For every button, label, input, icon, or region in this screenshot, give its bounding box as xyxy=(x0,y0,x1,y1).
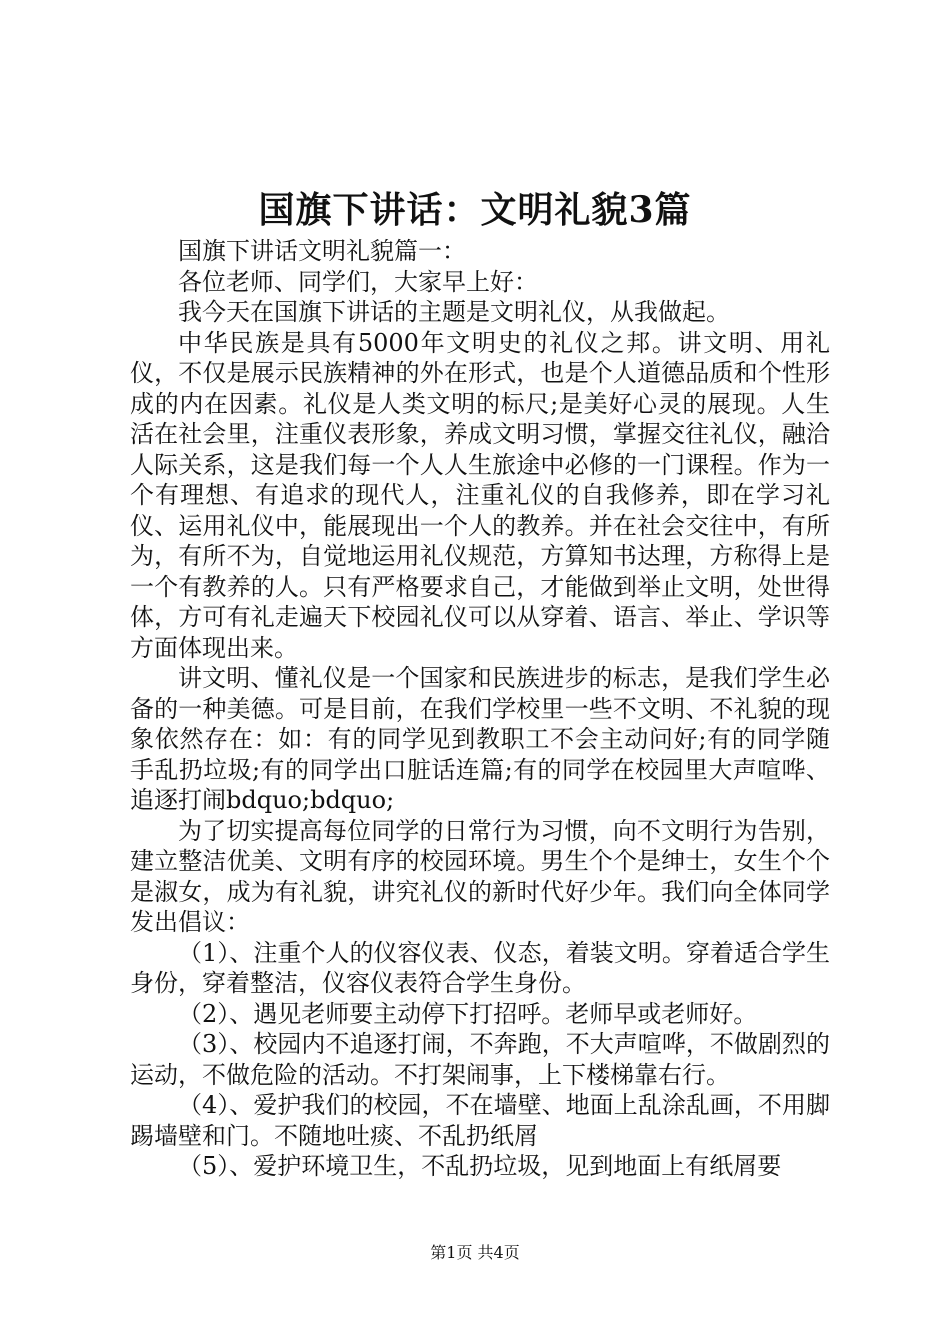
body-paragraph: 讲文明、懂礼仪是一个国家和民族进步的标志，是我们学生必备的一种美德。可是目前，在我们学校里一些不文明、不礼貌的现象依然存在：如：有的同学见到教职工不会主动问好;有的同学随手乱扔垃圾;有的同学出口脏话连篇;有的同学在校园里大声喧哗、追逐打闹bdquo;bdquo; xyxy=(130,664,830,814)
list-item: （2）、遇见老师要主动停下打招呼。老师早或老师好。 xyxy=(178,999,758,1028)
document-body xyxy=(130,236,830,1182)
greeting-paragraph: 各位老师、同学们，大家早上好： xyxy=(178,267,538,296)
list-item: （5）、爱护环境卫生，不乱扔垃圾，见到地面上有纸屑要 xyxy=(178,1152,782,1180)
list-item: （1）、注重个人的仪容仪表、仪态，着装文明。穿着适合学生身份，穿着整洁，仪容仪表符合学生身份。 xyxy=(130,938,830,997)
list-item: （3）、校园内不追逐打闹，不奔跑，不大声喧哗，不做剧烈的运动，不做危险的活动。不打架闹事，上下楼梯靠右行。 xyxy=(130,1030,830,1089)
list-item: （4）、爱护我们的校园，不在墙壁、地面上乱涂乱画，不用脚踢墙壁和门。不随地吐痰、不乱扔纸屑 xyxy=(130,1091,830,1150)
body-paragraph: 中华民族是具有5000年文明史的礼仪之邦。讲文明、用礼仪，不仅是展示民族精神的外在形式，也是个人道德品质和个性形成的内在因素。礼仪是人类文明的标尺;是美好心灵的展现。人生活在社会里，注重仪表形象，养成文明习惯，掌握交往礼仪，融洽人际关系，这是我们每一个人人生旅途中必修的一门课程。作为一个有理想、有追求的现代人，注重礼仪的自我修养，即在学习礼仪、运用礼仪中，能展现出一个人的教养。并在社会交往中，有所为，有所不为，自觉地运用礼仪规范，方算知书达理，方称得上是一个有教养的人。只有严格要求自己，才能做到举止文明，处世得体，方可有礼走遍天下校园礼仪可以从穿着、语言、举止、学识等方面体现出来。 xyxy=(130,328,830,662)
body-paragraph: 为了切实提高每位同学的日常行为习惯，向不文明行为告别，建立整洁优美、文明有序的校园环境。男生个个是绅士，女生个个是淑女，成为有礼貌，讲究礼仪的新时代好少年。我们向全体同学发出倡议： xyxy=(130,816,830,936)
section-heading: 国旗下讲话文明礼貌篇一： xyxy=(178,237,466,265)
topic-paragraph: 我今天在国旗下讲话的主题是文明礼仪，从我做起。 xyxy=(178,298,730,326)
document-title: 国旗下讲话：文明礼貌3篇 xyxy=(258,189,692,231)
page-number-footer: 第1页 共4页 xyxy=(430,1243,520,1262)
